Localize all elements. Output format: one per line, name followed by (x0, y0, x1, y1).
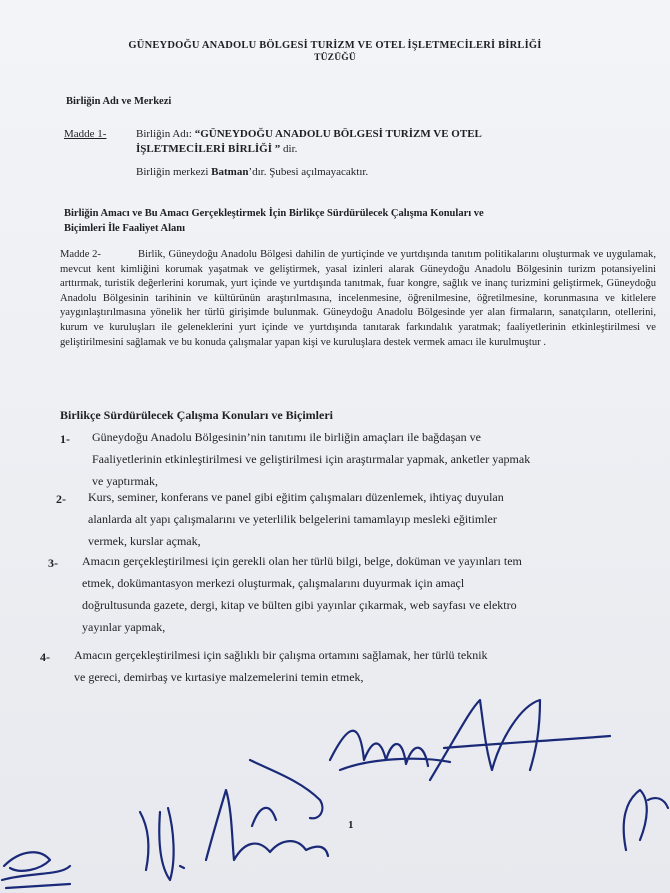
madde1-label: Madde 1- (64, 128, 107, 140)
center-suffix: ’dır. Şubesi açılmayacaktır. (248, 166, 369, 178)
signature-4 (330, 731, 450, 770)
center-city: Batman (211, 166, 249, 178)
madde2-text: Birlik, Güneydoğu Anadolu Bölgesi dahilin de yurtiçinde ve yurtdışında tanıtım politikalarını oluşturmak ve uygulamak, mevcut kent kimliğini korumak yaşatmak ve geliştirmek, yasal izinleri alarak Güneydoğu Anadolu Bölgesinin turizm potansiyelini arttırmak, turistik değerlerini korumak, yurt içinde ve yurtdışında tanıtmak, fuar kongre, sağlık ve inanç turizmini geliştirmek, Güneydoğu Anadolu Bölgesinin tarihinin ve kültürünün araştırılmasına, incelenmesine, öğrenilmesine, öğretilmesine, korunmasına ve kitlelere yaygınlaştırılmasına yönelik her türlü girişimde bulunmak. Güneydoğu Anadolu Bölgesinde yer alan firmaların, sanatçıların, otellerini, kurum ve kuruluşları ile geleneklerini yurt içinde ve yurtdışında tanıtarak farkındalık yaratmak; faaliyetlerinin etkinleştirilmesi ve geliştirilmesini sağlamak ve bu konuda çalışmalar yapan kişi ve kuruluşlara destek vermek amacı ile kurulmuştur . (60, 249, 656, 348)
signature-5 (430, 700, 610, 780)
item-line: Amacın gerçekleştirilmesi için sağlıklı bir çalışma ortamını sağlamak, her türlü teknik (74, 648, 488, 662)
page-number: 1 (348, 819, 354, 831)
item-line: ve gereci, demirbaş ve kırtasiye malzemelerini temin etmek, (74, 670, 364, 684)
item-line: yayınlar yapmak, (82, 620, 166, 634)
item-line: Amacın gerçekleştirilmesi için gerekli olan her türlü bilgi, belge, doküman ve yayınları tem (82, 554, 522, 568)
item-line: Faaliyetlerinin etkinleştirilmesi ve geliştirilmesi için araştırmalar yapmak, anketler yapmak (92, 452, 531, 466)
section1-heading: Birliğin Adı ve Merkezi (66, 96, 172, 107)
center-prefix: Birliğin merkezi (136, 166, 212, 178)
item-line: doğrultusunda gazete, dergi, kitap ve bülten gibi yayınlar çıkarmak, web sayfası ve elektro (82, 598, 517, 612)
madde1-suffix: dir. (280, 143, 298, 155)
item-line: Güneydoğu Anadolu Bölgesinin’nin tanıtımı ile birliğin amaçları ile bağdaşan ve (92, 430, 481, 444)
item-number: 2- (56, 492, 66, 506)
union-name-line2: İŞLETMECİLERİ BİRLİĞİ ” (136, 143, 281, 155)
item-number: 3- (48, 556, 58, 570)
signature-2 (140, 808, 184, 880)
item-line: ve yaptırmak, (92, 474, 158, 488)
section3-heading: Birlikçe Sürdürülecek Çalışma Konuları ve Biçimleri (60, 408, 333, 422)
document-subtitle: TÜZÜĞÜ (314, 53, 356, 63)
item-line: vermek, kurslar açmak, (88, 534, 201, 548)
item-line: Kurs, seminer, konferans ve panel gibi eğitim çalışmaları düzenlemek, ihtiyaç duyulan (88, 490, 504, 504)
item-number: 4- (40, 650, 50, 664)
signature-1 (2, 852, 70, 888)
item-line: etmek, dokümantasyon merkezi oluşturmak, çalışmalarını duyurmak için amaçl (82, 576, 465, 590)
madde2-label: Madde 2- (60, 249, 101, 260)
madde1-prefix: Birliğin Adı: (136, 128, 195, 140)
union-name-line1: “GÜNEYDOĞU ANADOLU BÖLGESİ TURİZM VE OTEL (194, 128, 482, 140)
item-line: alanlarda alt yapı çalışmalarını ve yeterlilik belgelerini tamamlayıp mesleki eğitimler (88, 512, 497, 526)
signature-6 (624, 790, 668, 850)
item-number: 1- (60, 432, 70, 446)
document-title: GÜNEYDOĞU ANADOLU BÖLGESİ TURİZM VE OTEL İŞLETMECİLERİ BİRLİĞİ (128, 40, 542, 51)
signature-3 (206, 790, 328, 860)
section2-heading-line1: Birliğin Amacı ve Bu Amacı Gerçekleştirmek İçin Birlikçe Sürdürülecek Çalışma Konuları ve (64, 208, 484, 219)
section2-heading-line2: Biçimleri İle Faaliyet Alanı (64, 223, 186, 234)
